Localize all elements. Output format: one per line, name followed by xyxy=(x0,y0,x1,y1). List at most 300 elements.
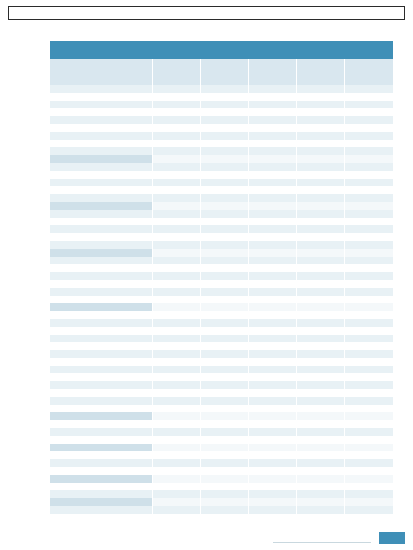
value-cell xyxy=(152,373,200,381)
value-cell xyxy=(345,459,393,467)
row-label-cell xyxy=(50,124,152,132)
value-cell xyxy=(200,444,248,452)
value-cell xyxy=(248,163,296,171)
table-row xyxy=(50,467,393,475)
value-cell xyxy=(248,342,296,350)
table-row xyxy=(50,249,393,257)
value-cell xyxy=(297,280,345,288)
value-cell xyxy=(200,132,248,140)
value-cell xyxy=(248,233,296,241)
value-cell xyxy=(200,397,248,405)
value-cell xyxy=(297,436,345,444)
value-cell xyxy=(248,202,296,210)
table-row xyxy=(50,490,393,498)
value-cell xyxy=(248,179,296,187)
value-cell xyxy=(248,483,296,491)
value-cell xyxy=(200,303,248,311)
value-cell xyxy=(297,506,345,514)
table-row xyxy=(50,140,393,148)
value-cell xyxy=(248,498,296,506)
value-cell xyxy=(297,335,345,343)
row-label-cell xyxy=(50,335,152,343)
value-cell xyxy=(345,264,393,272)
row-label-cell xyxy=(50,436,152,444)
table-row xyxy=(50,218,393,226)
value-cell xyxy=(297,358,345,366)
value-cell xyxy=(200,280,248,288)
table-row xyxy=(50,358,393,366)
value-cell xyxy=(248,335,296,343)
value-cell xyxy=(248,397,296,405)
table-row xyxy=(50,171,393,179)
table-row xyxy=(50,405,393,413)
value-cell xyxy=(248,257,296,265)
row-label-cell xyxy=(50,186,152,194)
table-row xyxy=(50,186,393,194)
value-cell xyxy=(297,218,345,226)
row-label-cell xyxy=(50,428,152,436)
value-cell xyxy=(297,366,345,374)
value-cell xyxy=(345,101,393,109)
value-cell xyxy=(297,85,345,93)
row-label-cell xyxy=(50,405,152,413)
value-cell xyxy=(297,342,345,350)
value-cell xyxy=(200,233,248,241)
table-body xyxy=(50,85,393,522)
row-label-cell xyxy=(50,163,152,171)
value-cell xyxy=(248,132,296,140)
value-cell xyxy=(297,397,345,405)
row-label-cell xyxy=(50,303,152,311)
value-cell xyxy=(345,358,393,366)
value-cell xyxy=(200,257,248,265)
value-cell xyxy=(297,490,345,498)
row-label-cell xyxy=(50,171,152,179)
row-label-cell xyxy=(50,179,152,187)
value-cell xyxy=(248,444,296,452)
value-cell xyxy=(152,358,200,366)
value-cell xyxy=(248,436,296,444)
value-cell xyxy=(200,342,248,350)
value-cell xyxy=(200,490,248,498)
value-cell xyxy=(297,350,345,358)
value-cell xyxy=(248,405,296,413)
row-label-cell xyxy=(50,358,152,366)
value-cell xyxy=(345,506,393,514)
value-cell xyxy=(152,186,200,194)
value-cell xyxy=(248,280,296,288)
value-cell xyxy=(152,218,200,226)
value-cell xyxy=(152,101,200,109)
value-cell xyxy=(200,373,248,381)
value-cell xyxy=(297,116,345,124)
value-cell xyxy=(345,467,393,475)
row-label-cell xyxy=(50,483,152,491)
value-cell xyxy=(152,451,200,459)
table-row xyxy=(50,428,393,436)
value-cell xyxy=(152,412,200,420)
value-cell xyxy=(297,483,345,491)
value-cell xyxy=(200,140,248,148)
value-cell xyxy=(345,179,393,187)
value-cell xyxy=(200,506,248,514)
row-label-cell xyxy=(50,101,152,109)
value-cell xyxy=(248,327,296,335)
table-row xyxy=(50,233,393,241)
value-cell xyxy=(345,381,393,389)
row-label-cell xyxy=(50,116,152,124)
table-row xyxy=(50,311,393,319)
value-cell xyxy=(248,147,296,155)
table-row xyxy=(50,108,393,116)
value-cell xyxy=(345,342,393,350)
value-cell xyxy=(345,116,393,124)
value-cell xyxy=(297,459,345,467)
value-cell xyxy=(200,210,248,218)
value-cell xyxy=(297,179,345,187)
row-label-cell xyxy=(50,498,152,506)
value-cell xyxy=(248,296,296,304)
value-cell xyxy=(297,412,345,420)
value-cell xyxy=(297,155,345,163)
value-cell xyxy=(297,319,345,327)
value-cell xyxy=(200,498,248,506)
value-cell xyxy=(345,249,393,257)
value-cell xyxy=(152,506,200,514)
value-cell xyxy=(248,467,296,475)
value-cell xyxy=(200,124,248,132)
value-cell xyxy=(200,412,248,420)
table-row xyxy=(50,264,393,272)
value-cell xyxy=(345,436,393,444)
table-row xyxy=(50,475,393,483)
value-cell xyxy=(248,210,296,218)
value-cell xyxy=(248,389,296,397)
running-footer xyxy=(273,534,371,543)
value-cell xyxy=(297,405,345,413)
table-row xyxy=(50,412,393,420)
value-cell xyxy=(345,124,393,132)
value-cell xyxy=(248,514,296,522)
row-label-cell xyxy=(50,202,152,210)
running-header-box xyxy=(8,6,405,20)
value-cell xyxy=(200,350,248,358)
value-cell xyxy=(152,225,200,233)
value-cell xyxy=(345,147,393,155)
value-cell xyxy=(152,475,200,483)
value-cell xyxy=(345,389,393,397)
value-cell xyxy=(200,405,248,413)
value-cell xyxy=(248,459,296,467)
value-cell xyxy=(152,303,200,311)
table-row xyxy=(50,241,393,249)
table-row xyxy=(50,506,393,514)
value-cell xyxy=(297,514,345,522)
table-row xyxy=(50,420,393,428)
value-cell xyxy=(345,327,393,335)
value-cell xyxy=(345,350,393,358)
value-cell xyxy=(200,327,248,335)
value-cell xyxy=(248,93,296,101)
value-cell xyxy=(200,459,248,467)
table-row xyxy=(50,257,393,265)
value-cell xyxy=(152,280,200,288)
row-label-cell xyxy=(50,85,152,93)
row-label-cell xyxy=(50,397,152,405)
row-label-cell xyxy=(50,132,152,140)
row-label-cell xyxy=(50,147,152,155)
value-cell xyxy=(248,303,296,311)
value-cell xyxy=(152,420,200,428)
row-label-cell xyxy=(50,373,152,381)
value-cell xyxy=(200,101,248,109)
header-cell xyxy=(152,59,200,85)
value-cell xyxy=(200,186,248,194)
value-cell xyxy=(297,420,345,428)
value-cell xyxy=(248,272,296,280)
row-label-cell xyxy=(50,311,152,319)
row-label-cell xyxy=(50,459,152,467)
value-cell xyxy=(345,210,393,218)
value-cell xyxy=(200,179,248,187)
value-cell xyxy=(297,194,345,202)
value-cell xyxy=(152,405,200,413)
value-cell xyxy=(152,514,200,522)
value-cell xyxy=(345,490,393,498)
table-row xyxy=(50,93,393,101)
value-cell xyxy=(248,420,296,428)
value-cell xyxy=(297,257,345,265)
value-cell xyxy=(248,350,296,358)
row-label-cell xyxy=(50,475,152,483)
table-row xyxy=(50,225,393,233)
value-cell xyxy=(297,108,345,116)
value-cell xyxy=(248,264,296,272)
value-cell xyxy=(297,327,345,335)
value-cell xyxy=(152,202,200,210)
row-label-cell xyxy=(50,93,152,101)
row-label-cell xyxy=(50,280,152,288)
row-label-cell xyxy=(50,467,152,475)
value-cell xyxy=(345,280,393,288)
value-cell xyxy=(297,186,345,194)
value-cell xyxy=(152,311,200,319)
value-cell xyxy=(200,451,248,459)
value-cell xyxy=(200,147,248,155)
value-cell xyxy=(345,155,393,163)
value-cell xyxy=(152,132,200,140)
row-label-cell xyxy=(50,381,152,389)
value-cell xyxy=(345,85,393,93)
value-cell xyxy=(297,140,345,148)
value-cell xyxy=(248,412,296,420)
table-row xyxy=(50,288,393,296)
value-cell xyxy=(152,498,200,506)
header-cell xyxy=(248,59,296,85)
value-cell xyxy=(297,225,345,233)
value-cell xyxy=(200,225,248,233)
row-label-cell xyxy=(50,451,152,459)
results-table xyxy=(50,59,393,522)
value-cell xyxy=(200,381,248,389)
table-row xyxy=(50,366,393,374)
table-row xyxy=(50,179,393,187)
value-cell xyxy=(297,210,345,218)
row-label-cell xyxy=(50,257,152,265)
table-row xyxy=(50,194,393,202)
table-row xyxy=(50,342,393,350)
value-cell xyxy=(152,296,200,304)
row-label-cell xyxy=(50,327,152,335)
row-label-cell xyxy=(50,140,152,148)
table-row xyxy=(50,280,393,288)
value-cell xyxy=(248,241,296,249)
value-cell xyxy=(345,397,393,405)
value-cell xyxy=(152,335,200,343)
value-cell xyxy=(248,140,296,148)
value-cell xyxy=(248,225,296,233)
value-cell xyxy=(345,498,393,506)
value-cell xyxy=(345,475,393,483)
header-cell xyxy=(297,59,345,85)
row-label-cell xyxy=(50,272,152,280)
value-cell xyxy=(297,233,345,241)
table-row xyxy=(50,147,393,155)
value-cell xyxy=(248,186,296,194)
row-label-cell xyxy=(50,444,152,452)
value-cell xyxy=(297,147,345,155)
value-cell xyxy=(297,475,345,483)
row-label-cell xyxy=(50,506,152,514)
header-cell xyxy=(200,59,248,85)
value-cell xyxy=(152,483,200,491)
value-cell xyxy=(297,451,345,459)
table-row xyxy=(50,451,393,459)
value-cell xyxy=(345,194,393,202)
value-cell xyxy=(200,389,248,397)
value-cell xyxy=(345,514,393,522)
row-label-cell xyxy=(50,233,152,241)
table-row xyxy=(50,350,393,358)
value-cell xyxy=(200,171,248,179)
value-cell xyxy=(248,311,296,319)
value-cell xyxy=(152,467,200,475)
value-cell xyxy=(200,366,248,374)
value-cell xyxy=(200,467,248,475)
table-row xyxy=(50,303,393,311)
table-row xyxy=(50,319,393,327)
value-cell xyxy=(297,303,345,311)
value-cell xyxy=(345,319,393,327)
table-row xyxy=(50,132,393,140)
value-cell xyxy=(152,147,200,155)
value-cell xyxy=(345,420,393,428)
value-cell xyxy=(297,296,345,304)
value-cell xyxy=(200,428,248,436)
table-row xyxy=(50,210,393,218)
value-cell xyxy=(345,108,393,116)
value-cell xyxy=(297,202,345,210)
value-cell xyxy=(152,397,200,405)
value-cell xyxy=(152,155,200,163)
table-caption xyxy=(50,41,393,59)
table-row xyxy=(50,459,393,467)
value-cell xyxy=(248,108,296,116)
value-cell xyxy=(248,366,296,374)
value-cell xyxy=(152,319,200,327)
table-row xyxy=(50,296,393,304)
value-cell xyxy=(345,303,393,311)
value-cell xyxy=(345,171,393,179)
row-label-cell xyxy=(50,108,152,116)
value-cell xyxy=(345,296,393,304)
value-cell xyxy=(297,171,345,179)
value-cell xyxy=(345,335,393,343)
row-label-cell xyxy=(50,194,152,202)
row-label-cell xyxy=(50,155,152,163)
row-label-cell xyxy=(50,420,152,428)
value-cell xyxy=(297,272,345,280)
value-cell xyxy=(297,373,345,381)
value-cell xyxy=(200,311,248,319)
value-cell xyxy=(297,288,345,296)
value-cell xyxy=(152,381,200,389)
value-cell xyxy=(248,373,296,381)
value-cell xyxy=(248,358,296,366)
value-cell xyxy=(248,101,296,109)
value-cell xyxy=(200,85,248,93)
table-row xyxy=(50,397,393,405)
value-cell xyxy=(345,483,393,491)
value-cell xyxy=(345,373,393,381)
value-cell xyxy=(200,116,248,124)
value-cell xyxy=(297,132,345,140)
value-cell xyxy=(152,490,200,498)
value-cell xyxy=(297,467,345,475)
table-row xyxy=(50,327,393,335)
table-row xyxy=(50,483,393,491)
value-cell xyxy=(248,249,296,257)
value-cell xyxy=(297,249,345,257)
row-label-cell xyxy=(50,249,152,257)
value-cell xyxy=(152,108,200,116)
table-row xyxy=(50,155,393,163)
value-cell xyxy=(345,412,393,420)
value-cell xyxy=(248,85,296,93)
page-number-box xyxy=(379,532,405,544)
table-row xyxy=(50,202,393,210)
value-cell xyxy=(152,327,200,335)
row-label-cell xyxy=(50,342,152,350)
value-cell xyxy=(248,288,296,296)
value-cell xyxy=(248,171,296,179)
table-row xyxy=(50,124,393,132)
value-cell xyxy=(200,436,248,444)
value-cell xyxy=(345,272,393,280)
row-label-cell xyxy=(50,490,152,498)
value-cell xyxy=(152,288,200,296)
value-cell xyxy=(152,171,200,179)
value-cell xyxy=(248,490,296,498)
value-cell xyxy=(152,350,200,358)
value-cell xyxy=(345,366,393,374)
value-cell xyxy=(152,241,200,249)
value-cell xyxy=(345,163,393,171)
value-cell xyxy=(297,93,345,101)
value-cell xyxy=(297,101,345,109)
value-cell xyxy=(248,124,296,132)
table-row xyxy=(50,85,393,93)
